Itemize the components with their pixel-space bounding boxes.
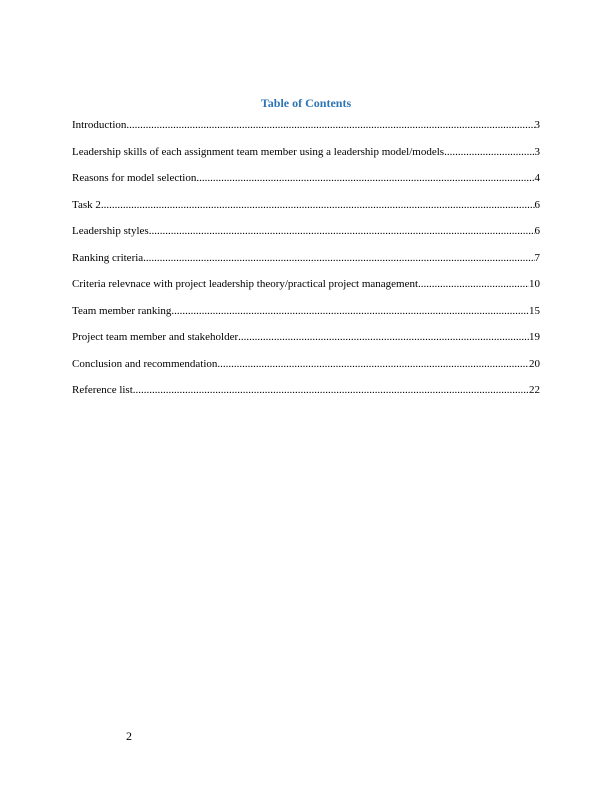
toc-entry-label: Ranking criteria	[72, 251, 144, 264]
toc-entry-leadership-skills[interactable]	[72, 144, 540, 171]
toc-dot-leader	[149, 223, 535, 239]
page-number: 2	[126, 729, 132, 743]
toc-entry-label: Leadership styles	[72, 225, 149, 237]
toc-entry-team-member-ranking[interactable]	[72, 303, 540, 330]
toc-entry-label: Leadership skills of each assignment team member using a leadership model/models	[72, 145, 445, 158]
toc-list	[72, 117, 540, 409]
toc-entry-page: 4	[534, 172, 540, 184]
toc-entry-project-team-stakeholder[interactable]	[72, 329, 540, 356]
toc-dot-leader	[444, 144, 534, 160]
toc-entry-task-2[interactable]	[72, 197, 540, 224]
toc-entry-criteria-relevance[interactable]	[72, 276, 540, 303]
toc-dot-leader	[196, 170, 534, 186]
toc-entry-reference-list[interactable]	[72, 382, 540, 409]
toc-entry-page: 19	[529, 331, 540, 343]
toc-entry-label: Criteria relevnace with project leadership theory/practical project management	[72, 278, 419, 290]
toc-dot-leader	[217, 356, 529, 372]
toc-heading: Table of Contents	[260, 96, 352, 110]
toc-entry-label: Reference list	[72, 384, 133, 396]
toc-entry-leadership-styles[interactable]	[72, 223, 540, 250]
toc-entry-label: Conclusion and recommendation	[72, 357, 218, 370]
toc-dot-leader	[101, 197, 535, 213]
toc-dot-leader	[126, 117, 534, 133]
toc-entry-page: 3	[534, 145, 540, 158]
toc-entry-ranking-criteria[interactable]	[72, 250, 540, 277]
toc-entry-label: Introduction	[72, 119, 127, 131]
toc-entry-page: 10	[529, 278, 540, 290]
toc-dot-leader	[238, 329, 529, 345]
toc-entry-conclusion[interactable]	[72, 356, 540, 383]
toc-entry-introduction[interactable]	[72, 117, 540, 144]
toc-dot-leader	[143, 250, 534, 266]
toc-entry-page: 20	[529, 357, 540, 370]
toc-dot-leader	[171, 303, 529, 319]
toc-dot-leader	[133, 382, 529, 398]
toc-entry-label: Reasons for model selection	[72, 172, 197, 184]
toc-entry-page: 7	[534, 251, 540, 264]
toc-entry-page: 15	[529, 304, 540, 317]
toc-entry-label: Project team member and stakeholder	[72, 331, 239, 343]
toc-entry-page: 3	[534, 119, 540, 131]
toc-entry-page: 6	[534, 198, 540, 211]
toc-entry-page: 6	[534, 225, 540, 237]
toc-entry-reasons-model-selection[interactable]	[72, 170, 540, 197]
toc-entry-page: 22	[529, 384, 540, 396]
toc-dot-leader	[418, 276, 529, 292]
toc-entry-label: Team member ranking	[72, 304, 172, 317]
toc-entry-label: Task 2	[72, 198, 101, 211]
